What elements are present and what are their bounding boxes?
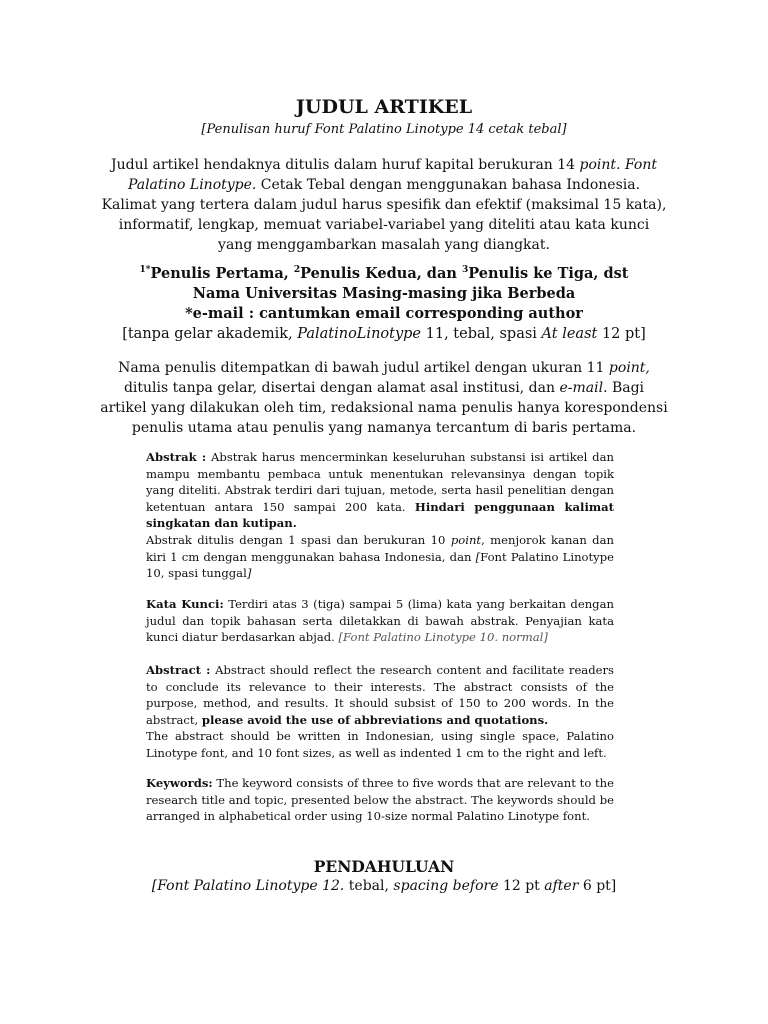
kata-kunci-text: Terdiri atas 3 (tiga) sampai 5 (lima) kata yang berkaitan dengan judul dan topik bahasan serta diletakkan di bawah abstrak. Penyajian kata kunci diatur berdasarkan abjad.	[146, 597, 614, 645]
keywords-text: The keyword consists of three to five words that are relevant to the research title and topic, presented below the abstract. The keywords should be arranged in alphabetical order using 10-size normal Palatino Linotype font.	[146, 776, 614, 824]
abstrak-italic-point: point	[450, 532, 482, 547]
kata-kunci-label: Kata Kunci:	[146, 597, 224, 611]
title-format-note: [Penulisan huruf Font Palatino Linotype 14 cetak tebal]	[201, 122, 567, 137]
abstrak-section	[146, 449, 614, 582]
sec-note-3: tebal,	[344, 878, 394, 894]
abstrak-text-1: Abstrak harus mencerminkan keseluruhan substansi isi artikel dan mampu membantu pembaca untuk menentukan relevansinya dengan topik yang diteliti. Abstrak terdiri dari tujuan, metode, serta hasil penelitian dengan ketentuan antara 150 sampai 200 kata.	[146, 450, 614, 514]
sec-note-1: [	[151, 878, 158, 894]
title-desc-text-2: Cetak Tebal dengan menggunakan bahasa Indonesia. Kalimat yang tertera dalam judul harus spesifik dan efektif (maksimal 15 kata), informatif, lengkap, memuat variabel-variabel yang diteliti atau kata kunci yang menggambarkan masalah yang diangkat.	[101, 177, 667, 253]
keywords-section	[146, 775, 614, 825]
section-format-note	[0, 878, 768, 894]
sec-note-5: 12 pt	[498, 878, 545, 894]
note-text-d: At least	[541, 326, 598, 342]
section-heading: PENDAHULUAN	[313, 857, 455, 876]
author-format-note	[0, 324, 768, 344]
note-text-c: 11, tebal, spasi	[421, 326, 542, 342]
author-desc-text-1: Nama penulis ditempatkan di bawah judul artikel dengan ukuran 11	[118, 360, 609, 376]
abstrak-label: Abstrak :	[146, 450, 207, 464]
author-1-name: Penulis Pertama,	[150, 265, 294, 282]
author-2-sup: 2	[293, 265, 301, 276]
sec-note-7: 6 pt]	[578, 878, 617, 894]
author-names	[0, 264, 768, 284]
abstract-en-text-2: The abstract should be written in Indonesian, using single space, Palatino Linotype font, and 10 font sizes, as well as indented 1 cm to the right and left.	[146, 729, 614, 760]
abstrak-bracket-close: ]	[246, 566, 252, 581]
author-desc-italic-2: e-mail	[559, 380, 604, 396]
note-text-b: PalatinoLinotype	[297, 326, 422, 342]
title-description	[100, 155, 668, 255]
abstrak-bracket-open: [	[475, 549, 481, 564]
abstrak-text-2: Abstrak ditulis dengan 1 spasi dan berukuran 10	[146, 532, 451, 547]
note-text-e: 12 pt]	[597, 326, 646, 342]
sec-note-4: spacing before	[393, 878, 499, 894]
author-2-name: Penulis Kedua, dan	[300, 265, 462, 282]
keywords-label: Keywords:	[146, 776, 213, 790]
author-description	[100, 358, 668, 438]
title-desc-italic: point. Font Palatino Linotype.	[127, 157, 657, 193]
author-desc-text-3: . Bagi artikel yang dilakukan oleh tim, redaksional nama penulis hanya korespondensi penulis utama atau penulis yang namanya tercantum di baris pertama.	[100, 380, 668, 436]
abstrak-font-note: Font Palatino Linotype 10, spasi tunggal	[146, 549, 615, 581]
abstract-en-bold: please avoid the use of abbreviations and quotations.	[201, 712, 549, 727]
author-desc-italic-1: point,	[608, 360, 650, 376]
author-desc-text-2: ditulis tanpa gelar, disertai dengan alamat asal institusi, dan	[123, 380, 560, 396]
sec-note-2: Font Palatino Linotype 12.	[157, 878, 345, 894]
note-text-a: [tanpa gelar akademik,	[122, 326, 298, 342]
corresponding-email: *e-mail : cantumkan email corresponding author	[185, 305, 583, 322]
sec-note-6: after	[544, 878, 579, 894]
author-block	[0, 264, 768, 344]
abstrak-bold: Hindari penggunaan kalimat singkatan dan kutipan.	[146, 499, 614, 531]
abstract-en-label: Abstract :	[146, 663, 211, 677]
kata-kunci-section	[146, 596, 614, 646]
abstrak-text-3: , menjorok kanan dan kiri 1 cm dengan menggunakan bahasa Indonesia, dan	[146, 532, 614, 564]
author-3-name: Penulis ke Tiga, dst	[468, 265, 629, 282]
author-3-sup: 3	[461, 265, 469, 276]
author-1-sup: 1*	[139, 265, 151, 276]
title-desc-text-1: Judul artikel hendaknya ditulis dalam huruf kapital berukuran 14	[111, 157, 580, 173]
abstract-en-text-1: Abstract should reflect the research content and facilitate readers to conclude its relevance to their interests. The abstract consists of the purpose, method, and results. It should subsist of 150 to 200 words. In the abstract,	[146, 663, 614, 727]
university-name: Nama Universitas Masing-masing jika Berbeda	[192, 285, 576, 302]
article-title: JUDUL ARTIKEL	[295, 96, 473, 118]
abstract-en-section	[146, 662, 614, 762]
kata-kunci-note: [Font Palatino Linotype 10. normal]	[338, 630, 548, 645]
